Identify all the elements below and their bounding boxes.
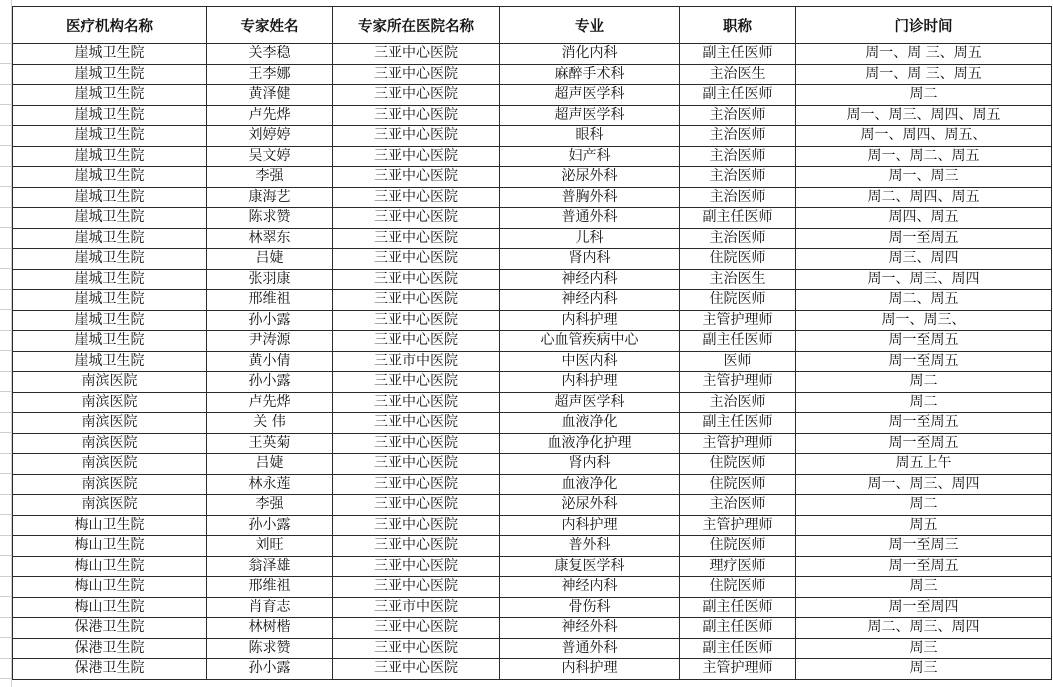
cell-expert-hospital: 三亚中心医院 (333, 167, 500, 188)
cell-expert-hospital: 三亚市中医院 (333, 597, 500, 618)
cell-specialty: 泌尿外科 (500, 495, 680, 516)
cell-institution: 南滨医院 (13, 372, 207, 393)
cell-title: 主治医生 (680, 64, 796, 85)
cell-specialty: 普胸外科 (500, 187, 680, 208)
cell-institution: 南滨医院 (13, 474, 207, 495)
table-row (13, 44, 1052, 65)
cell-specialty: 康复医学科 (500, 556, 680, 577)
cell-expert-hospital: 三亚中心医院 (333, 310, 500, 331)
cell-title: 主管护理师 (680, 659, 796, 680)
cell-clinic-time: 周一、周三、周四 (796, 269, 1052, 290)
gutter-gridline (0, 207, 12, 208)
cell-title: 主治医生 (680, 269, 796, 290)
gutter-gridline (0, 391, 12, 392)
cell-expert-hospital: 三亚中心医院 (333, 372, 500, 393)
gutter-gridline (0, 84, 12, 85)
cell-specialty: 儿科 (500, 228, 680, 249)
cell-expert-name: 王李娜 (207, 64, 333, 85)
cell-title: 副主任医师 (680, 413, 796, 434)
cell-expert-name: 卢先烨 (207, 105, 333, 126)
cell-institution: 崖城卫生院 (13, 126, 207, 147)
cell-expert-hospital: 三亚中心医院 (333, 146, 500, 167)
cell-clinic-time: 周一至周五 (796, 433, 1052, 454)
cell-institution: 保港卫生院 (13, 618, 207, 639)
cell-expert-hospital: 三亚中心医院 (333, 618, 500, 639)
gutter-gridline (0, 473, 12, 474)
cell-institution: 崖城卫生院 (13, 249, 207, 270)
cell-clinic-time: 周三、周四 (796, 249, 1052, 270)
cell-expert-name: 邢维祖 (207, 290, 333, 311)
cell-expert-name: 李强 (207, 167, 333, 188)
cell-title: 住院医师 (680, 577, 796, 598)
gutter-gridline (0, 145, 12, 146)
gutter-gridline (0, 555, 12, 556)
cell-expert-name: 黄小倩 (207, 351, 333, 372)
cell-clinic-time: 周一至周五 (796, 556, 1052, 577)
table-row (13, 515, 1052, 536)
cell-institution: 南滨医院 (13, 413, 207, 434)
cell-expert-name: 黄泽健 (207, 85, 333, 106)
cell-expert-hospital: 三亚中心医院 (333, 187, 500, 208)
cell-specialty: 内科护理 (500, 659, 680, 680)
gutter-gridline (0, 596, 12, 597)
cell-clinic-time: 周二 (796, 85, 1052, 106)
cell-expert-hospital: 三亚市中医院 (333, 351, 500, 372)
cell-expert-hospital: 三亚中心医院 (333, 85, 500, 106)
gutter-gridline (0, 248, 12, 249)
table-row (13, 351, 1052, 372)
cell-title: 住院医师 (680, 249, 796, 270)
cell-title: 副主任医师 (680, 85, 796, 106)
cell-expert-name: 吴文婷 (207, 146, 333, 167)
cell-title: 医师 (680, 351, 796, 372)
cell-clinic-time: 周一、周三、周四 (796, 474, 1052, 495)
table-row (13, 597, 1052, 618)
gutter-gridline (0, 412, 12, 413)
cell-specialty: 妇产科 (500, 146, 680, 167)
cell-institution: 崖城卫生院 (13, 290, 207, 311)
cell-title: 主治医师 (680, 167, 796, 188)
cell-specialty: 神经内科 (500, 269, 680, 290)
cell-expert-hospital: 三亚中心医院 (333, 495, 500, 516)
cell-title: 主管护理师 (680, 372, 796, 393)
cell-specialty: 心血管疾病中心 (500, 331, 680, 352)
cell-expert-name: 李强 (207, 495, 333, 516)
cell-expert-name: 王英菊 (207, 433, 333, 454)
cell-title: 副主任医师 (680, 638, 796, 659)
table-row (13, 310, 1052, 331)
cell-expert-hospital: 三亚中心医院 (333, 577, 500, 598)
cell-specialty: 血液净化 (500, 413, 680, 434)
cell-title: 副主任医师 (680, 331, 796, 352)
cell-title: 主治医师 (680, 146, 796, 167)
cell-institution: 崖城卫生院 (13, 146, 207, 167)
cell-specialty: 血液净化护理 (500, 433, 680, 454)
cell-institution: 崖城卫生院 (13, 269, 207, 290)
cell-institution: 崖城卫生院 (13, 331, 207, 352)
cell-title: 住院医师 (680, 536, 796, 557)
cell-clinic-time: 周一、周三、周四、周五 (796, 105, 1052, 126)
gutter-gridline (0, 494, 12, 495)
cell-expert-hospital: 三亚中心医院 (333, 228, 500, 249)
gutter-gridline (0, 350, 12, 351)
cell-expert-hospital: 三亚中心医院 (333, 413, 500, 434)
cell-institution: 崖城卫生院 (13, 351, 207, 372)
gutter-gridline (0, 371, 12, 372)
cell-clinic-time: 周一、周四、周五、 (796, 126, 1052, 147)
cell-title: 理疗医师 (680, 556, 796, 577)
cell-clinic-time: 周二 (796, 495, 1052, 516)
cell-expert-name: 林翠东 (207, 228, 333, 249)
cell-expert-hospital: 三亚中心医院 (333, 290, 500, 311)
cell-institution: 崖城卫生院 (13, 85, 207, 106)
cell-title: 副主任医师 (680, 597, 796, 618)
cell-title: 主管护理师 (680, 433, 796, 454)
header-expert-name: 专家姓名 (207, 7, 333, 44)
gutter-gridline (0, 104, 12, 105)
table-row (13, 556, 1052, 577)
cell-specialty: 神经内科 (500, 290, 680, 311)
cell-clinic-time: 周二、周三、周四 (796, 618, 1052, 639)
cell-specialty: 内科护理 (500, 310, 680, 331)
cell-expert-hospital: 三亚中心医院 (333, 269, 500, 290)
cell-expert-name: 关李稳 (207, 44, 333, 65)
cell-specialty: 骨伤科 (500, 597, 680, 618)
cell-specialty: 泌尿外科 (500, 167, 680, 188)
cell-expert-name: 翁泽雄 (207, 556, 333, 577)
table-row (13, 495, 1052, 516)
cell-institution: 崖城卫生院 (13, 105, 207, 126)
cell-clinic-time: 周三 (796, 577, 1052, 598)
gutter-gridline (0, 576, 12, 577)
cell-clinic-time: 周三 (796, 638, 1052, 659)
cell-title: 住院医师 (680, 474, 796, 495)
cell-clinic-time: 周一、周三、 (796, 310, 1052, 331)
gutter-gridline (0, 637, 12, 638)
cell-expert-hospital: 三亚中心医院 (333, 433, 500, 454)
cell-expert-hospital: 三亚中心医院 (333, 638, 500, 659)
cell-institution: 崖城卫生院 (13, 228, 207, 249)
cell-clinic-time: 周一至周四 (796, 597, 1052, 618)
cell-institution: 梅山卫生院 (13, 577, 207, 598)
cell-specialty: 眼科 (500, 126, 680, 147)
cell-institution: 崖城卫生院 (13, 64, 207, 85)
cell-specialty: 消化内科 (500, 44, 680, 65)
cell-expert-name: 肖育志 (207, 597, 333, 618)
table-row (13, 146, 1052, 167)
gutter-gridline (0, 330, 12, 331)
cell-expert-name: 陈求赞 (207, 208, 333, 229)
table-row (13, 290, 1052, 311)
cell-title: 主治医师 (680, 495, 796, 516)
cell-institution: 崖城卫生院 (13, 310, 207, 331)
header-institution: 医疗机构名称 (13, 7, 207, 44)
cell-clinic-time: 周一、周三 (796, 167, 1052, 188)
cell-title: 主治医师 (680, 228, 796, 249)
gutter-gridline (0, 289, 12, 290)
cell-expert-name: 邢维祖 (207, 577, 333, 598)
table-row (13, 474, 1052, 495)
cell-expert-name: 吕婕 (207, 454, 333, 475)
cell-clinic-time: 周二、周四、周五 (796, 187, 1052, 208)
header-specialty: 专业 (500, 7, 680, 44)
cell-clinic-time: 周一、周 三、周五 (796, 44, 1052, 65)
gutter-gridline (0, 432, 12, 433)
cell-specialty: 中医内科 (500, 351, 680, 372)
table-row (13, 433, 1052, 454)
cell-expert-hospital: 三亚中心医院 (333, 44, 500, 65)
cell-title: 主管护理师 (680, 515, 796, 536)
table-row (13, 228, 1052, 249)
cell-expert-hospital: 三亚中心医院 (333, 659, 500, 680)
cell-specialty: 神经外科 (500, 618, 680, 639)
row-gutter (0, 0, 12, 687)
cell-expert-hospital: 三亚中心医院 (333, 64, 500, 85)
cell-institution: 梅山卫生院 (13, 597, 207, 618)
cell-specialty: 普通外科 (500, 638, 680, 659)
gutter-gridline (0, 43, 12, 44)
cell-institution: 保港卫生院 (13, 659, 207, 680)
cell-specialty: 超声医学科 (500, 85, 680, 106)
gutter-gridline (0, 658, 12, 659)
cell-institution: 南滨医院 (13, 454, 207, 475)
cell-clinic-time: 周三 (796, 659, 1052, 680)
cell-expert-name: 刘婷婷 (207, 126, 333, 147)
gutter-gridline (0, 186, 12, 187)
cell-institution: 梅山卫生院 (13, 556, 207, 577)
cell-expert-hospital: 三亚中心医院 (333, 392, 500, 413)
cell-clinic-time: 周一、周 三、周五 (796, 64, 1052, 85)
gutter-gridline (0, 453, 12, 454)
cell-specialty: 血液净化 (500, 474, 680, 495)
table-row (13, 618, 1052, 639)
table-row (13, 249, 1052, 270)
table-row (13, 105, 1052, 126)
cell-expert-hospital: 三亚中心医院 (333, 515, 500, 536)
table-row (13, 577, 1052, 598)
cell-clinic-time: 周四、周五 (796, 208, 1052, 229)
table-row (13, 126, 1052, 147)
cell-institution: 南滨医院 (13, 433, 207, 454)
cell-expert-hospital: 三亚中心医院 (333, 474, 500, 495)
cell-expert-name: 卢先烨 (207, 392, 333, 413)
cell-clinic-time: 周一、周二、周五 (796, 146, 1052, 167)
header-clinic-time: 门诊时间 (796, 7, 1052, 44)
cell-expert-name: 张羽康 (207, 269, 333, 290)
gutter-gridline (0, 535, 12, 536)
table-row (13, 187, 1052, 208)
table-row (13, 659, 1052, 680)
cell-title: 副主任医师 (680, 208, 796, 229)
cell-clinic-time: 周一至周五 (796, 228, 1052, 249)
cell-institution: 崖城卫生院 (13, 167, 207, 188)
table-row (13, 269, 1052, 290)
table-row (13, 454, 1052, 475)
cell-institution: 崖城卫生院 (13, 187, 207, 208)
cell-expert-name: 林树楷 (207, 618, 333, 639)
cell-expert-hospital: 三亚中心医院 (333, 208, 500, 229)
cell-specialty: 普通外科 (500, 208, 680, 229)
table-row (13, 167, 1052, 188)
cell-clinic-time: 周五上午 (796, 454, 1052, 475)
table-row (13, 413, 1052, 434)
cell-expert-name: 孙小露 (207, 372, 333, 393)
cell-expert-name: 刘旺 (207, 536, 333, 557)
table-row (13, 208, 1052, 229)
cell-clinic-time: 周二、周五 (796, 290, 1052, 311)
cell-clinic-time: 周二 (796, 392, 1052, 413)
cell-institution: 南滨医院 (13, 392, 207, 413)
cell-clinic-time: 周一至周五 (796, 351, 1052, 372)
cell-institution: 崖城卫生院 (13, 208, 207, 229)
cell-institution: 崖城卫生院 (13, 44, 207, 65)
gutter-gridline (0, 227, 12, 228)
header-row (13, 7, 1052, 44)
cell-expert-name: 关 伟 (207, 413, 333, 434)
cell-specialty: 超声医学科 (500, 392, 680, 413)
cell-title: 主治医师 (680, 392, 796, 413)
cell-specialty: 肾内科 (500, 249, 680, 270)
gutter-gridline (0, 514, 12, 515)
table-row (13, 638, 1052, 659)
clinic-schedule-table (12, 6, 1052, 680)
cell-specialty: 内科护理 (500, 515, 680, 536)
cell-expert-name: 林永莲 (207, 474, 333, 495)
cell-specialty: 普外科 (500, 536, 680, 557)
gutter-gridline (0, 309, 12, 310)
table-row (13, 372, 1052, 393)
cell-expert-hospital: 三亚中心医院 (333, 331, 500, 352)
cell-expert-name: 尹涛源 (207, 331, 333, 352)
cell-title: 主治医师 (680, 187, 796, 208)
cell-specialty: 肾内科 (500, 454, 680, 475)
cell-expert-hospital: 三亚中心医院 (333, 105, 500, 126)
cell-expert-name: 康海艺 (207, 187, 333, 208)
table-row (13, 536, 1052, 557)
cell-institution: 梅山卫生院 (13, 536, 207, 557)
gutter-gridline (0, 678, 12, 679)
cell-specialty: 超声医学科 (500, 105, 680, 126)
cell-specialty: 内科护理 (500, 372, 680, 393)
cell-expert-name: 孙小露 (207, 659, 333, 680)
cell-title: 主治医师 (680, 105, 796, 126)
header-expert-hospital: 专家所在医院名称 (333, 7, 500, 44)
cell-clinic-time: 周五 (796, 515, 1052, 536)
cell-expert-name: 孙小露 (207, 515, 333, 536)
cell-institution: 保港卫生院 (13, 638, 207, 659)
gutter-gridline (0, 268, 12, 269)
table-row (13, 64, 1052, 85)
cell-title: 副主任医师 (680, 618, 796, 639)
table-body (13, 44, 1052, 680)
cell-title: 住院医师 (680, 454, 796, 475)
cell-specialty: 麻醉手术科 (500, 64, 680, 85)
cell-expert-name: 吕婕 (207, 249, 333, 270)
cell-clinic-time: 周一至周三 (796, 536, 1052, 557)
cell-institution: 南滨医院 (13, 495, 207, 516)
cell-expert-hospital: 三亚中心医院 (333, 126, 500, 147)
cell-clinic-time: 周一至周五 (796, 331, 1052, 352)
cell-expert-hospital: 三亚中心医院 (333, 454, 500, 475)
cell-expert-hospital: 三亚中心医院 (333, 556, 500, 577)
gutter-gridline (0, 125, 12, 126)
gutter-gridline (0, 166, 12, 167)
header-title: 职称 (680, 7, 796, 44)
gutter-gridline (0, 617, 12, 618)
cell-clinic-time: 周二 (796, 372, 1052, 393)
cell-expert-name: 陈求赞 (207, 638, 333, 659)
cell-expert-hospital: 三亚中心医院 (333, 249, 500, 270)
cell-expert-hospital: 三亚中心医院 (333, 536, 500, 557)
cell-title: 主治医师 (680, 126, 796, 147)
cell-title: 主管护理师 (680, 310, 796, 331)
cell-title: 副主任医师 (680, 44, 796, 65)
cell-clinic-time: 周一至周五 (796, 413, 1052, 434)
table-row (13, 85, 1052, 106)
cell-specialty: 神经内科 (500, 577, 680, 598)
cell-title: 住院医师 (680, 290, 796, 311)
cell-expert-name: 孙小露 (207, 310, 333, 331)
gutter-gridline (0, 63, 12, 64)
table-row (13, 331, 1052, 352)
cell-institution: 梅山卫生院 (13, 515, 207, 536)
table-row (13, 392, 1052, 413)
